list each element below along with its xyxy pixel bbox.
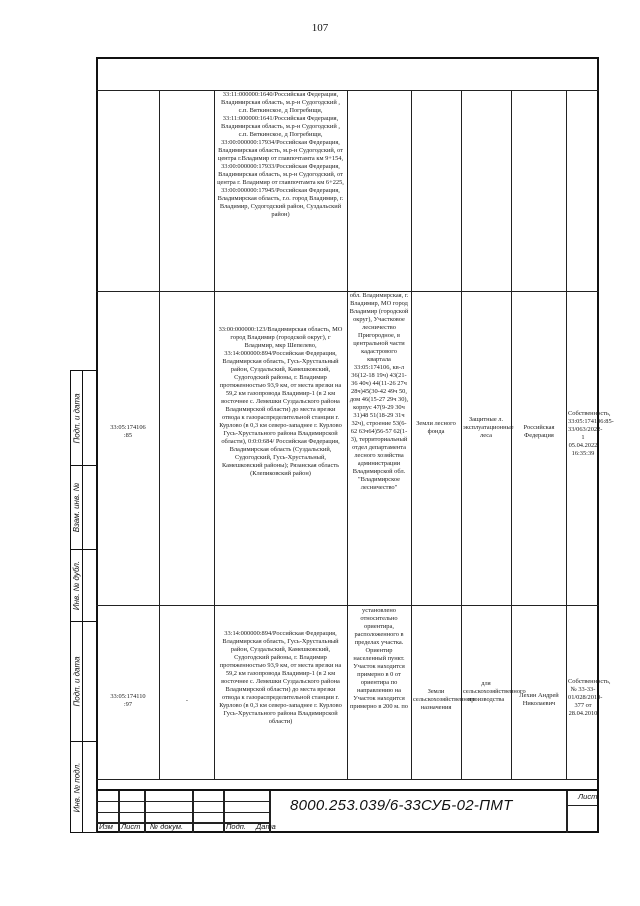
side-label-inv-dupl: Инв. № дубл. xyxy=(72,560,82,610)
row2-right-record: Собственность, 33:05:174106:85-33/063/2022-1 05.04.2022 16:35:39 xyxy=(568,410,614,457)
row3-right-record: Собственность, № 33-33-01/028/2010-377 от 28.04.2010 xyxy=(568,678,611,717)
column-date: Дата xyxy=(256,822,276,831)
row2-land-category: Земли лесного фонда xyxy=(416,420,456,435)
column-doc-number: № докум. xyxy=(150,822,184,831)
column-sheet: Лист xyxy=(121,822,141,831)
sheet-label: Лист xyxy=(578,792,598,801)
row3-owner: Лехин Андрей Николаевич xyxy=(519,692,559,707)
row2-cadastral-number: 33:05:174106 :85 xyxy=(110,424,146,439)
side-stamp-strip xyxy=(70,370,96,833)
row3-location: 33:14:000000:894/Российская Федерация, Владимирская область, Гусь-Хрустальный район, Суздальский, Камешковский, Судогодский районы, г. Владимир протяженностью 93,9 км, от места врезки на 59,2 км газопровода Владимир-1 (в 2 км восточнее с. Лемешки Суздальского района Владимирской области) до места врезки отвода к газораспределительной станции г. Курлово (в 0,3 км северо-западнее г. Курлово Гусь-Хрустального района Владимирской области) xyxy=(219,630,342,725)
row2-owner: Российская Федерация xyxy=(523,424,555,439)
column-change: Изм xyxy=(99,822,113,831)
row3-cadastral-number: 33:05:174110 :97 xyxy=(110,693,146,708)
row3-address: установлено относительно ориентира, расположенного в пределах участка. Ориентир населенный пункт. Участок находится примерно в 0 от ориентира по направлению на Участок находится примерно в 200 м. по xyxy=(350,607,408,710)
side-label-sign-date-2: Подп. и дата xyxy=(72,655,82,707)
side-label-sign-date-1: Подп. и дата xyxy=(72,392,82,444)
side-label-replace-inv: Взам. инв. № xyxy=(72,482,82,532)
side-label-inv-orig: Инв. № подл. xyxy=(72,762,82,813)
row2-address: обл. Владимирская, г. Владимир, МО город Владимир (городской округ), Участковое лесничество Пригородное, в центральной части кадастрового квартала 33:05:174106, кв-л 36(12-18 19ч) 43(21-36 40ч) 44(11-26 27ч 28ч)45(30-42 49ч 50, дом 46(15-27 29ч 30), корпус 47(9-29 30ч 31)48 51(18-29 31ч 32ч), строение 53(6-62 63ч64)56-57 62(1-3), территориальный отдел департамента лесного хозяйства администрации Владимирской обл. "Владимирское лесничество" xyxy=(349,292,409,491)
page-number: 107 xyxy=(311,22,329,34)
row2-permitted-use: Защитные л. эксплуатационные леса xyxy=(463,416,514,439)
column-signature: Подп. xyxy=(226,822,246,831)
row3-dash: - xyxy=(185,697,189,704)
document-code: 8000.253.039/6-33СУБ-02-ПМТ xyxy=(290,797,513,814)
row3-permitted-use: для сельскохозяйственного производства xyxy=(463,680,526,703)
row2-location: 33:00:000000:123/Владимирская область, МО город Владимир (городской округ), г Владимир, мкр Шепелево, 33:14:000000:894/Российская Федерация, Владимирская область, Гусь-Хрустальный район, Суздальский, Камешковский, Судогодский районы, г. Владимир протяженностью 93,9 км, от места врезки на 59,2 км газопровода Владимир-1 (в 2 км восточнее с. Лемешки Суздальского района Владимирской области) до места врезки отвода к газораспределительной станции г. Курлово (в 0,3 км северо-западнее г. Курлово Гусь-Хрустального района Владимирской области), 0:0:0:684/ Российская Федерация, Владимирская область (Суздальский, Судогодский, Гусь-Хрустальный, Камешковский районы); Рязанская область (Клепиковский район) xyxy=(218,326,343,477)
row1-location: 33:11:000000:1640/Российская Федерация, Владимирская область, м.р-н Судогодский , с.п. Вяткинское, д Погребищи, 33:11:000000:1641/Российская Федерация, Владимирская область, м.р-н Судогодский , с.п. Вяткинское, д Погребищи, 33:00:000000:17934/Российская Федерация, Владимирская область, м.р-н Судогодский, от центра г.Владимир от главпочтамта км 9+154, 33:00:000000:17933/Российская Федерация, Владимирская область, м.р-н Судогодский, от центра г. Владимир от главпочтамта км 6+225, 33:00:000000:17945/Российская Федерация, Владимирская область, г.о. город Владимир, г. Владимир, Судогодский район, Суздальский район) xyxy=(217,91,344,218)
row3-land-category: Земли сельскохозяйственного назначения xyxy=(413,688,476,711)
